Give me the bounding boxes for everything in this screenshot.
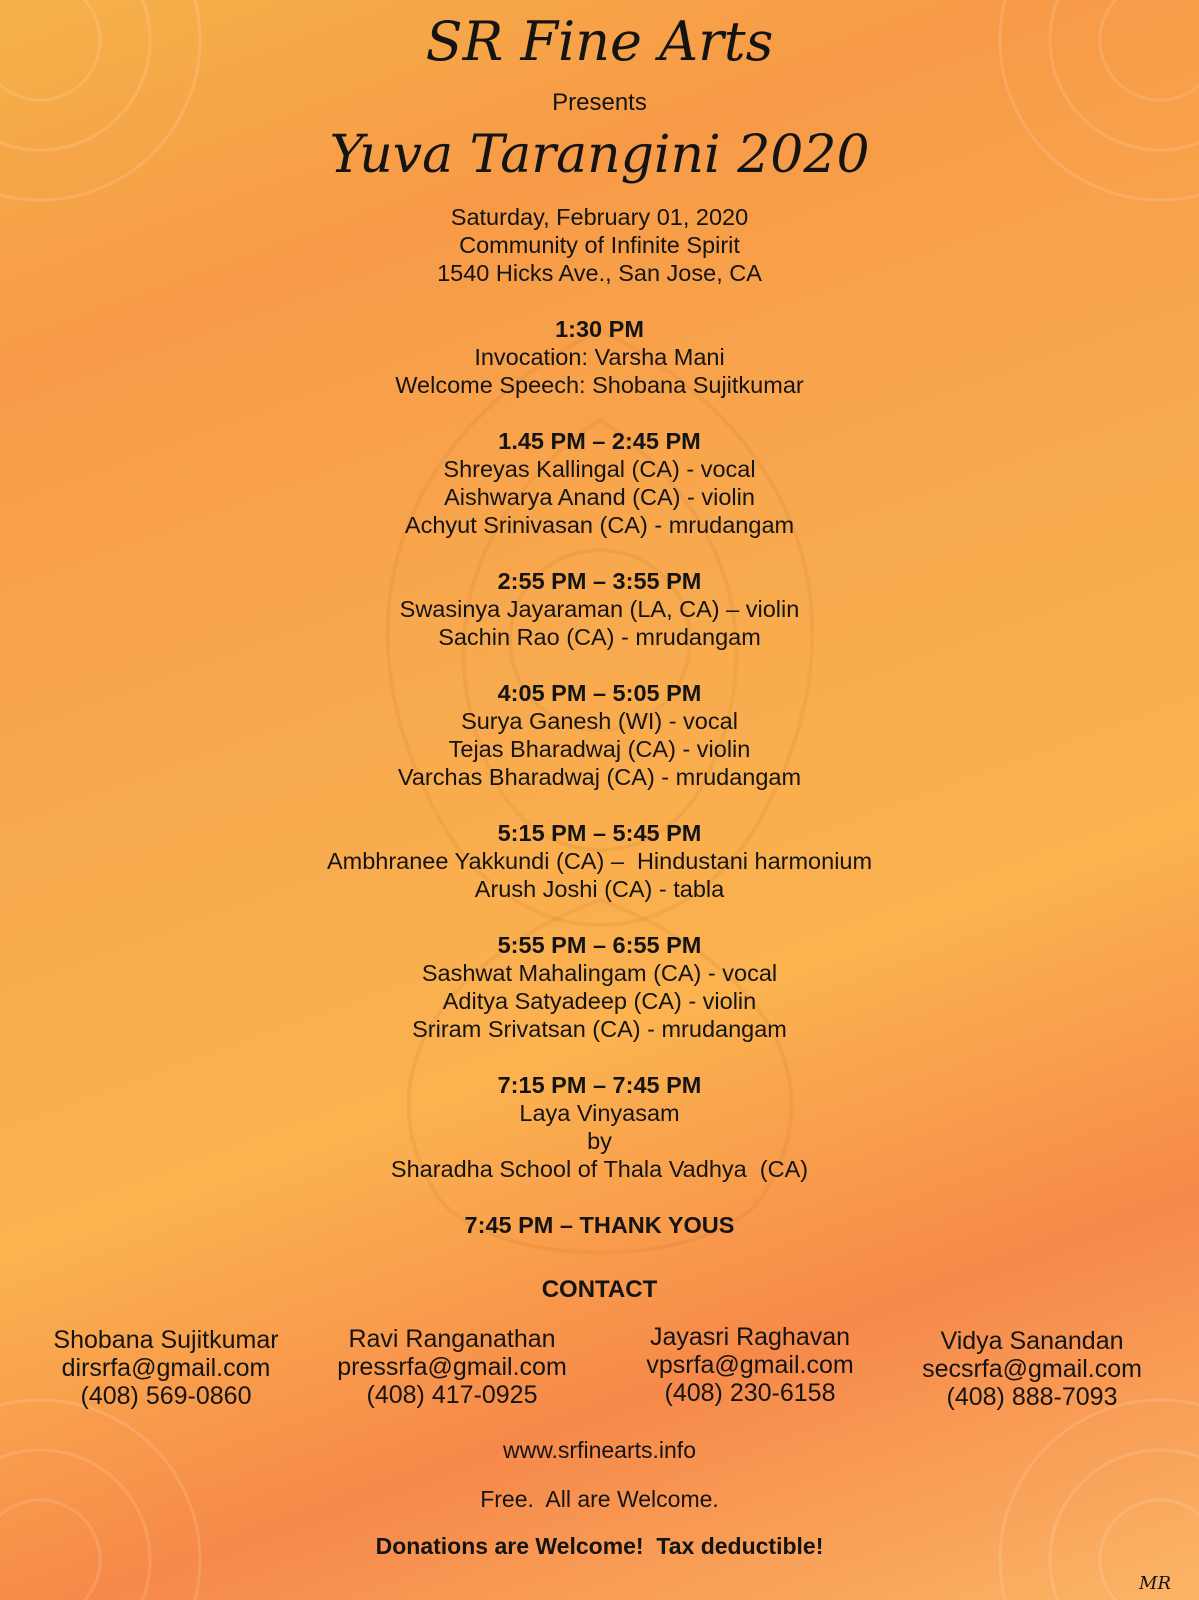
- event-title: Yuva Tarangini 2020: [329, 125, 870, 185]
- schedule-slot: [0, 315, 1199, 399]
- slot-line: Varchas Bharadwaj (CA) - mrudangam: [397, 764, 802, 790]
- contact-name: Vidya Sanandan: [940, 1327, 1124, 1355]
- schedule-slot: [0, 819, 1199, 903]
- slot-time: 5:15 PM – 5:45 PM: [497, 820, 702, 846]
- presents-label: Presents: [552, 89, 647, 116]
- contact-email[interactable]: vpsrfa@gmail.com: [646, 1351, 854, 1379]
- slot-line: Sachin Rao (CA) - mrudangam: [438, 624, 761, 650]
- schedule-slot: [0, 931, 1199, 1043]
- slot-line: Sharadha School of Thala Vadhya (CA): [390, 1156, 809, 1182]
- event-venue: Community of Infinite Spirit: [459, 232, 740, 258]
- slot-line: Sriram Srivatsan (CA) - mrudangam: [412, 1016, 787, 1042]
- slot-line: Ambhranee Yakkundi (CA) – Hindustani harmonium: [326, 848, 873, 874]
- slot-time: 4:05 PM – 5:05 PM: [497, 680, 702, 706]
- schedule-slot: [0, 679, 1199, 791]
- slot-time: 7:15 PM – 7:45 PM: [497, 1072, 702, 1098]
- slot-line: Surya Ganesh (WI) - vocal: [461, 708, 738, 734]
- event-date: Saturday, February 01, 2020: [450, 204, 749, 230]
- artist-initials: MR: [1139, 1573, 1171, 1594]
- contact-email[interactable]: dirsrfa@gmail.com: [61, 1354, 271, 1382]
- website-link[interactable]: www.srfinearts.info: [502, 1437, 696, 1463]
- slot-line: Achyut Srinivasan (CA) - mrudangam: [404, 512, 795, 538]
- organization-name: SR Fine Arts: [425, 10, 774, 73]
- slot-time: 1.45 PM – 2:45 PM: [498, 428, 701, 454]
- slot-line: Swasinya Jayaraman (LA, CA) – violin: [399, 596, 800, 622]
- contact-phone: (408) 569-0860: [80, 1382, 252, 1410]
- contact-email[interactable]: pressrfa@gmail.com: [337, 1353, 567, 1381]
- slot-line: Laya Vinyasam: [519, 1100, 680, 1126]
- slot-line: Aditya Satyadeep (CA) - violin: [442, 988, 757, 1014]
- contact-phone: (408) 417-0925: [366, 1381, 538, 1409]
- slot-line: Tejas Bharadwaj (CA) - violin: [448, 736, 751, 762]
- donations-note: Donations are Welcome! Tax deductible!: [375, 1533, 824, 1559]
- event-details: [0, 203, 1199, 287]
- slot-time: 1:30 PM: [555, 316, 644, 342]
- schedule-slot: [0, 427, 1199, 539]
- slot-time: 7:45 PM – THANK YOUS: [464, 1212, 735, 1238]
- slot-line: by: [587, 1128, 612, 1154]
- slot-line: Sashwat Mahalingam (CA) - vocal: [421, 960, 778, 986]
- slot-line: Welcome Speech: Shobana Sujitkumar: [395, 372, 804, 398]
- schedule-slot: [0, 1211, 1199, 1239]
- slot-time: 2:55 PM – 3:55 PM: [497, 568, 702, 594]
- contact-name: Shobana Sujitkumar: [53, 1326, 279, 1354]
- contact-heading: CONTACT: [541, 1276, 658, 1303]
- contact-name: Ravi Ranganathan: [348, 1325, 556, 1353]
- slot-line: Arush Joshi (CA) - tabla: [474, 876, 725, 902]
- contact-card: [882, 1327, 1182, 1411]
- contact-card: [16, 1326, 316, 1410]
- welcome-note: Free. All are Welcome.: [480, 1486, 719, 1512]
- contact-email[interactable]: secsrfa@gmail.com: [922, 1355, 1142, 1383]
- contact-card: [302, 1325, 602, 1409]
- event-info: [0, 203, 1199, 1267]
- slot-time: 5:55 PM – 6:55 PM: [497, 932, 702, 958]
- slot-line: Shreyas Kallingal (CA) - vocal: [443, 456, 756, 482]
- contact-card: [600, 1323, 900, 1407]
- contact-phone: (408) 888-7093: [946, 1383, 1118, 1411]
- slot-line: Invocation: Varsha Mani: [474, 344, 725, 370]
- schedule-slot: [0, 567, 1199, 651]
- event-address: 1540 Hicks Ave., San Jose, CA: [437, 260, 762, 286]
- slot-line: Aishwarya Anand (CA) - violin: [444, 484, 755, 510]
- schedule-slot: [0, 1071, 1199, 1183]
- contact-name: Jayasri Raghavan: [649, 1323, 851, 1351]
- contact-phone: (408) 230-6158: [664, 1379, 836, 1407]
